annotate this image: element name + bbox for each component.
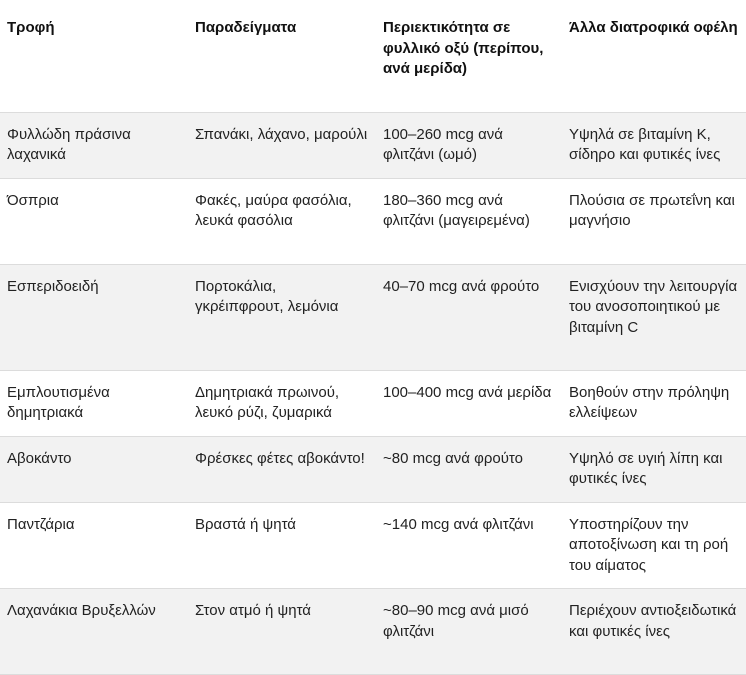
table-row bbox=[0, 589, 746, 675]
cell-benefits: Υψηλά σε βιταμίνη Κ, σίδηρο και φυτικές ίνες bbox=[562, 112, 746, 178]
cell-benefits: Βοηθούν στην πρόληψη ελλείψεων bbox=[562, 370, 746, 436]
table-row bbox=[0, 436, 746, 502]
cell-examples: Φρέσκες φέτες αβοκάντο! bbox=[188, 436, 376, 502]
table-row bbox=[0, 112, 746, 178]
cell-benefits: Περιέχουν αντιοξειδωτικά και φυτικές ίνες bbox=[562, 589, 746, 675]
cell-folate: 180–360 mcg ανά φλιτζάνι (μαγειρεμένα) bbox=[376, 178, 562, 264]
header-food: Τροφή bbox=[0, 0, 188, 112]
table-row bbox=[0, 264, 746, 370]
cell-food: Λαχανάκια Βρυξελλών bbox=[0, 589, 188, 675]
header-examples: Παραδείγματα bbox=[188, 0, 376, 112]
cell-food: Όσπρια bbox=[0, 178, 188, 264]
cell-folate: 100–260 mcg ανά φλιτζάνι (ωμό) bbox=[376, 112, 562, 178]
table-row bbox=[0, 178, 746, 264]
cell-benefits: Υψηλό σε υγιή λίπη και φυτικές ίνες bbox=[562, 436, 746, 502]
cell-examples: Βραστά ή ψητά bbox=[188, 502, 376, 589]
header-folate-content: Περιεκτικότητα σε φυλλικό οξύ (περίπου, ανά μερίδα) bbox=[376, 0, 562, 112]
cell-examples: Πορτοκάλια, γκρέιπφρουτ, λεμόνια bbox=[188, 264, 376, 370]
cell-benefits: Υποστηρίζουν την αποτοξίνωση και τη ροή του αίματος bbox=[562, 502, 746, 589]
cell-food: Εσπεριδοειδή bbox=[0, 264, 188, 370]
cell-folate: 100–400 mcg ανά μερίδα bbox=[376, 370, 562, 436]
cell-folate: ~140 mcg ανά φλιτζάνι bbox=[376, 502, 562, 589]
cell-examples: Δημητριακά πρωινού, λευκό ρύζι, ζυμαρικά bbox=[188, 370, 376, 436]
cell-folate: ~80 mcg ανά φρούτο bbox=[376, 436, 562, 502]
cell-folate: ~80–90 mcg ανά μισό φλιτζάνι bbox=[376, 589, 562, 675]
cell-benefits: Πλούσια σε πρωτεΐνη και μαγνήσιο bbox=[562, 178, 746, 264]
cell-food: Εμπλουτισμένα δημητριακά bbox=[0, 370, 188, 436]
table-row bbox=[0, 370, 746, 436]
cell-examples: Στον ατμό ή ψητά bbox=[188, 589, 376, 675]
cell-food: Αβοκάντο bbox=[0, 436, 188, 502]
cell-food: Παντζάρια bbox=[0, 502, 188, 589]
cell-examples: Φακές, μαύρα φασόλια, λευκά φασόλια bbox=[188, 178, 376, 264]
cell-food: Φυλλώδη πράσινα λαχανικά bbox=[0, 112, 188, 178]
cell-examples: Σπανάκι, λάχανο, μαρούλι bbox=[188, 112, 376, 178]
table-row bbox=[0, 502, 746, 589]
cell-benefits: Ενισχύουν την λειτουργία του ανοσοποιητικού με βιταμίνη C bbox=[562, 264, 746, 370]
cell-folate: 40–70 mcg ανά φρούτο bbox=[376, 264, 562, 370]
table-header-row bbox=[0, 0, 746, 112]
header-other-benefits: Άλλα διατροφικά οφέλη bbox=[562, 0, 746, 112]
